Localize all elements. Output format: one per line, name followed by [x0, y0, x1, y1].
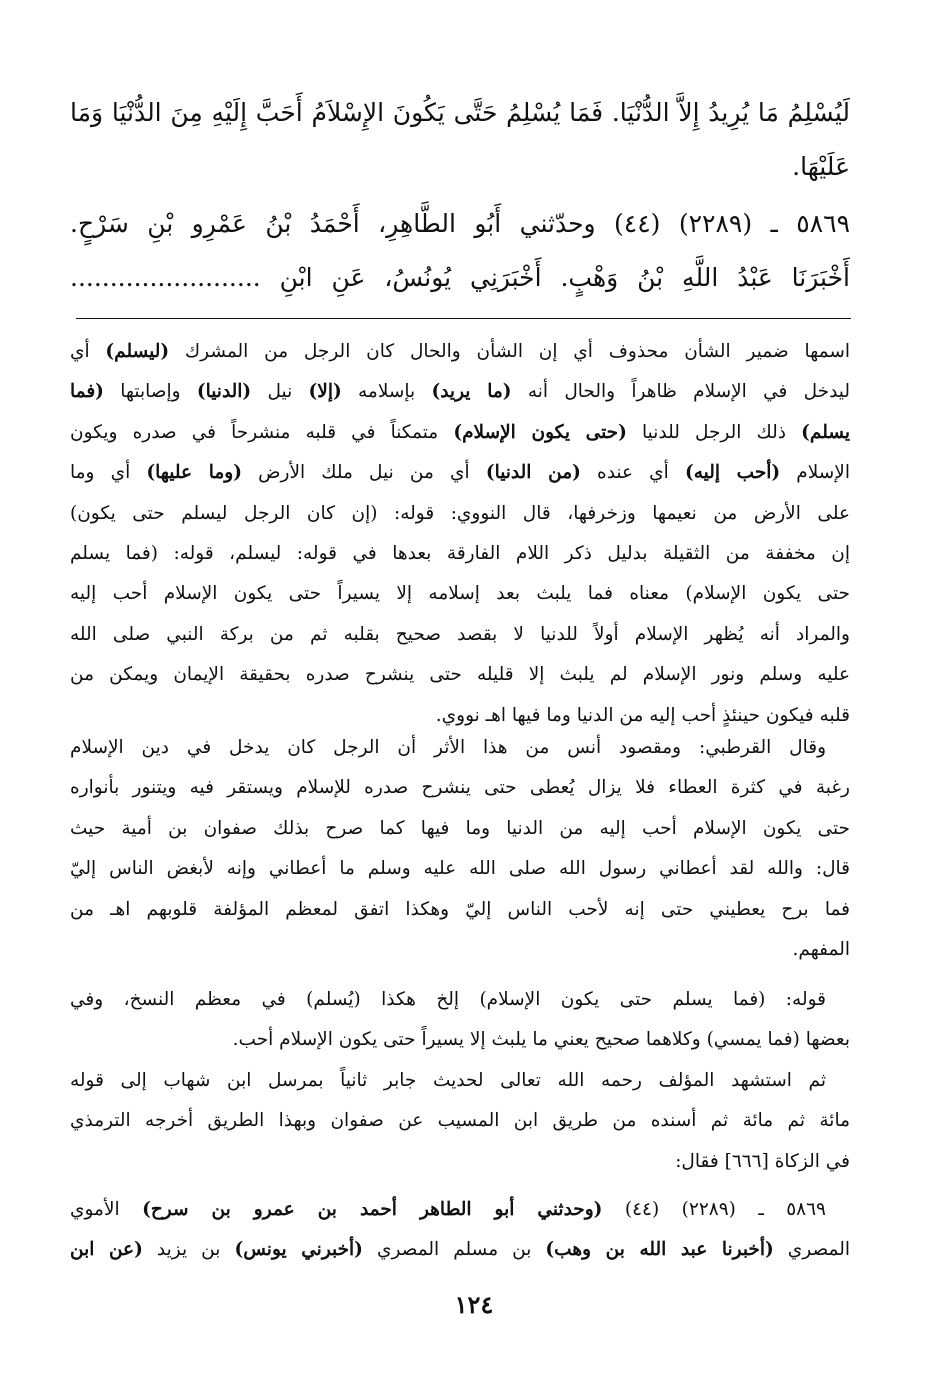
hadith-isnad: [70, 197, 850, 305]
commentary-line: في الزكاة [٦٦٦] فقال:: [675, 1150, 850, 1172]
commentary-line: بعضها (فما يمسي) وكلاهما صحيح يعني ما يلبث إلا يسيراً حتى يكون الإسلام أحب.: [232, 1029, 850, 1051]
footnote-divider: [76, 318, 851, 319]
commentary-line: المصري (أخبرنا عبد الله بن وهب) بن مسلم المصري (أخبرني يونس) بن يزيد (عن ابن: [70, 1239, 850, 1261]
commentary-line: ٥٨٦٩ ـ (٢٢٨٩) (٤٤) (وحدثني أبو الطاهر أحمد بن عمرو بن سرح) الأموي: [70, 1199, 826, 1220]
hadith-text: [70, 86, 850, 194]
commentary-line: قوله: (فما يسلم حتى يكون الإسلام) إلخ هكذا (يُسلم) في معظم النسخ، وفي: [70, 989, 826, 1010]
commentary-paragraph-4: [70, 1061, 850, 1182]
hadith-line: أَخْبَرَنَا عَبْدُ اللَّهِ بْنُ وَهْبٍ. أَخْبَرَنِي يُونُسُ، عَنِ ابْنِ ........................: [70, 263, 850, 292]
commentary-line: حتى يكون الإسلام أحب إليه من الدنيا وما فيها كما صرح بذلك صفوان بن أمية حيث: [70, 817, 850, 839]
commentary-line: الإسلام (أحب إليه) أي عنده (من الدنيا) أي من نيل ملك الأرض (وما عليها) أي وما: [70, 462, 850, 484]
hadith-line: ٥٨٦٩ ـ (٢٢٨٩) (٤٤) وحدّثني أَبُو الطَّاهِرِ، أَحْمَدُ بْنُ عَمْرِو بْنِ سَرْحٍ.: [70, 209, 850, 238]
commentary-line: وقال القرطبي: ومقصود أنس من هذا الأثر أن الرجل كان يدخل في دين الإسلام: [70, 737, 826, 758]
hadith-line: لَيُسْلِمُ مَا يُرِيدُ إِلاَّ الدُّنْيَا. فَمَا يُسْلِمُ حَتَّى يَكُونَ الإِسْلاَمُ أَحَبَّ إِلَيْهِ مِنَ الدُّنْيَا وَمَا: [70, 98, 850, 127]
commentary-line: رغبة في كثرة العطاء فلا يزال يُعطى حتى ينشرح صدره للإسلام ويستقر فيه ويتنور بأنواره: [70, 777, 850, 799]
commentary-line: ثم استشهد المؤلف رحمه الله تعالى لحديث جابر ثانياً بمرسل ابن شهاب إلى قوله: [70, 1070, 826, 1091]
commentary-paragraph-5: [70, 1190, 850, 1271]
commentary-paragraph-2: [70, 728, 850, 970]
hadith-line: عَلَيْهَا.: [792, 152, 850, 181]
commentary-line: إن مخففة من الثقيلة بدليل ذكر اللام الفارقة بعدها في قوله: ليسلم، قوله: (فما يسلم: [70, 542, 850, 564]
commentary-line: يسلم) ذلك الرجل للدنيا (حتى يكون الإسلام) متمكناً في قلبه منشرحاً في صدره ويكون: [70, 421, 850, 443]
commentary-line: ليدخل في الإسلام ظاهراً والحال أنه (ما يريد) بإسلامه (إلا) نيل (الدنيا) وإصابتها (فما: [70, 381, 850, 403]
commentary-line: والمراد أنه يُظهر الإسلام أولاً للدنيا لا بقصد صحيح بقلبه ثم من بركة النبي صلى الله: [70, 623, 850, 645]
commentary-line: قال: والله لقد أعطاني رسول الله صلى الله عليه وسلم ما أعطاني وإنه لأبغض الناس إليّ: [70, 858, 850, 880]
commentary-line: عليه وسلم ونور الإسلام لم يلبث إلا قليله حتى ينشرح صدره بحقيقة الإيمان ويمكن من: [70, 664, 850, 686]
commentary-line: المفهم.: [792, 938, 850, 960]
commentary-paragraph-1: [70, 332, 850, 736]
commentary-line: حتى يكون الإسلام) معناه فما يلبث بعد إسلامه إلا يسيراً حتى يكون الإسلام أحب إليه: [70, 583, 850, 605]
commentary-line: مائة ثم مائة ثم أسنده من طريق ابن المسيب عن صفوان وبهذا الطريق أخرجه الترمذي: [70, 1110, 850, 1132]
commentary-paragraph-3: [70, 980, 850, 1061]
commentary-line: قلبه فيكون حينئذٍ أحب إليه من الدنيا وما فيها اهـ نووي.: [435, 704, 850, 726]
page-number: ١٢٤: [454, 1290, 494, 1319]
commentary-line: على الأرض من نعيمها وزخرفها، قال النووي: قوله: (إن كان الرجل ليسلم حتى يكون): [70, 502, 850, 524]
commentary-line: اسمها ضمير الشأن محذوف أي إن الشأن والحال كان الرجل من المشرك (ليسلم) أي: [70, 341, 850, 362]
commentary-line: فما برح يعطيني حتى إنه لأحب الناس إليّ وهكذا اتفق لمعظم المؤلفة قلوبهم اهـ من: [70, 898, 850, 920]
